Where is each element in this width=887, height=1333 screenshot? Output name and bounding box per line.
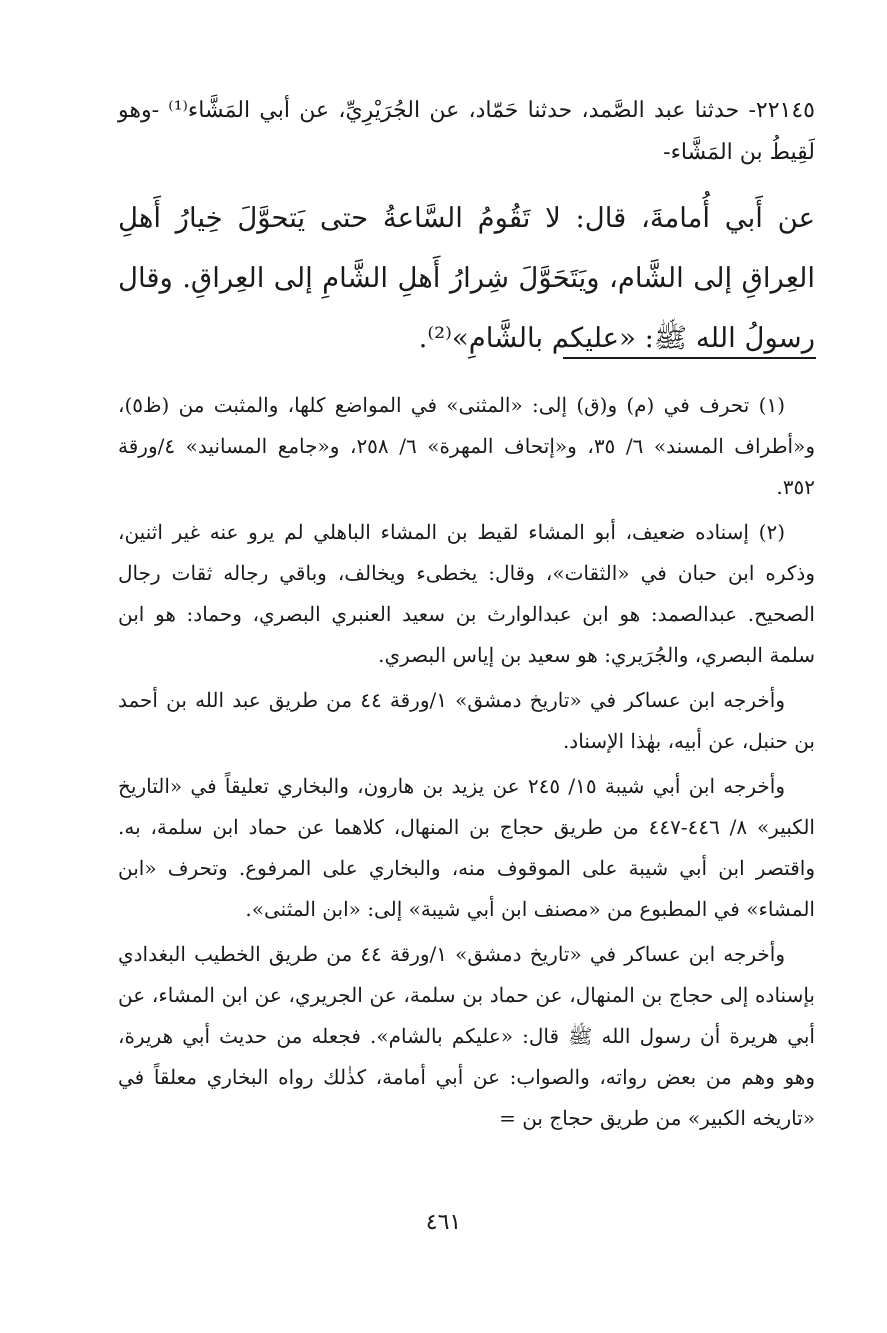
hadith-matn-text: عن أَبي أُمامةَ، قال: لا تَقُومُ السَّاعةُ حتى يَتحوَّلَ خِيارُ أَهلِ العِراقِ إلى الشَّام، ويَتَحَوَّلَ شِرارُ أَهلِ الشَّامِ إلى العِراقِ. وقال رسولُ الله ﷺ: «عليكم بالشَّامِ»⁽²⁾. bbox=[118, 202, 815, 354]
footnotes-section bbox=[118, 385, 815, 1139]
footnote-1: (١) تحرف في (م) و(ق) إلى: «المثنى» في المواضع كلها، والمثبت من (ظ٥)، و«أطراف المسند» ٦/ ٣٥، و«إتحاف المهرة» ٦/ ٢٥٨، و«جامع المسانيد» ٤/ورقة ٣٥٢. bbox=[118, 393, 815, 499]
page-number: ٤٦١ bbox=[425, 1210, 462, 1235]
footnote-paragraph: وأخرجه ابن عساكر في «تاريخ دمشق» ١/ورقة ٤٤ من طريق الخطيب البغدادي بإسناده إلى حجاج بن المنهال، عن حماد بن سلمة، عن الجريري، عن ابن المشاء، عن أبي هريرة أن رسول الله ﷺ قال: «عليكم بالشام». فجعله من حديث أبي هريرة، وهو وهم من بعض رواته، والصواب: عن أبي أمامة، كذٰلك رواه البخاري معلقاً في «تاريخه الكبير» من طريق حجاج بن = bbox=[118, 942, 815, 1130]
footnote-2: (٢) إسناده ضعيف، أبو المشاء لقيط بن المشاء الباهلي لم يرو عنه غير اثنين، وذكره ابن حبان في «الثقات»، وقال: يخطىء ويخالف، وباقي رجاله ثقات رجال الصحيح. عبدالصمد: هو ابن عبدالوارث بن سعيد العنبري البصري، وحماد: هو ابن سلمة البصري، والجُرَيري: هو سعيد بن إياس البصري. bbox=[118, 520, 815, 667]
footnote-paragraph: وأخرجه ابن عساكر في «تاريخ دمشق» ١/ورقة ٤٤ من طريق عبد الله بن أحمد بن حنبل، عن أبيه، بهٰذا الإسناد. bbox=[118, 688, 815, 753]
hadith-isnad-header: ٢٢١٤٥- حدثنا عبد الصَّمد، حدثنا حَمّاد، عن الجُرَيْرِيِّ، عن أبي المَشَّاء⁽¹⁾ -وهو لَقِيطُ بن المَشَّاء- bbox=[118, 98, 815, 165]
footnote-paragraph: وأخرجه ابن أبي شيبة ١٥/ ٢٤٥ عن يزيد بن هارون، والبخاري تعليقاً في «التاريخ الكبير» ٨/ ٤٤٦-٤٤٧ من طريق حجاج بن المنهال، كلاهما عن حماد ابن سلمة، به. واقتصر ابن أبي شيبة على الموقوف منه، والبخاري على المرفوع. وتحرف «ابن المشاء» في المطبوع من «مصنف ابن أبي شيبة» إلى: «ابن المثنى». bbox=[118, 774, 815, 921]
footnote-separator-rule bbox=[563, 357, 816, 359]
